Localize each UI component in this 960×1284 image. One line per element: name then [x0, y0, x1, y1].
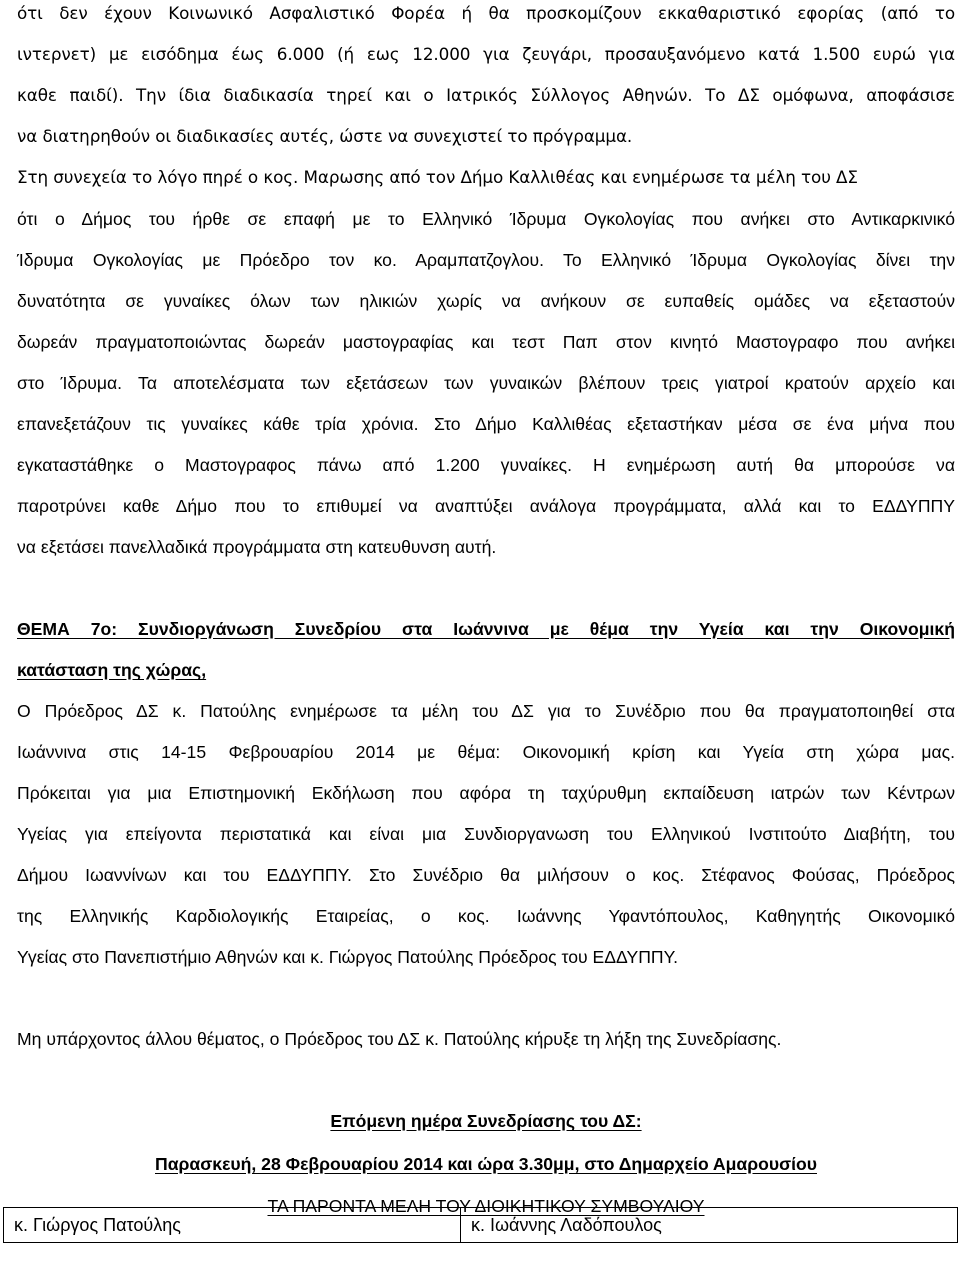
text-line: Ιωάννινα στις 14-15 Φεβρουαρίου 2014 με θέμα: Οικονομική κρίση και Υγεία στη χώρα μας.	[17, 742, 955, 762]
closing-statement: Μη υπάρχοντος άλλου θέματος, ο Πρόεδρος του ΔΣ κ. Πατούλης κήρυξε τη λήξη της Συνεδρίασης.	[17, 1029, 782, 1049]
text-line: Δήμου Ιωαννίνων και του ΕΔΔΥΠΠΥ. Στο Συνέδριο θα μιλήσουν ο κος. Στέφανος Φούσας, Πρόεδρος	[17, 865, 955, 885]
member-cell: κ. Γιώργος Πατούλης	[4, 1208, 461, 1242]
next-meeting-heading: Επόμενη ημέρα Συνεδρίασης του ΔΣ:	[330, 1111, 642, 1131]
text-line: επανεξετάζουν τις γυναίκες κάθε τρία χρόνια. Στο Δήμο Καλλιθέας εξεταστήκαν μέσα σε ένα μήνα που	[17, 414, 955, 434]
text-line: στο Ίδρυμα. Τα αποτελέσματα των εξετάσεων των γυναικών βλέπουν τρεις γιατροί κρατούν αρχείο και	[17, 373, 955, 393]
section-heading: κατάσταση της χώρας,	[17, 660, 207, 680]
text-line: παροτρύνει καθε Δήμο που το επιθυμεί να αναπτύξει ανάλογα προγράμματα, αλλά και το ΕΔΔΥΠΠΥ	[17, 496, 955, 516]
text-line: δυνατότητα σε γυναίκες όλων των ηλικιών χωρίς να ανήκουν σε ευπαθείς ομάδες να εξεταστούν	[17, 291, 955, 311]
text-line: να εξετάσει πανελλαδικά προγράμματα στη κατευθυνση αυτή.	[17, 537, 497, 557]
text-line: της Ελληνικής Καρδιολογικής Εταιρείας, ο κος. Ιωάννης Υφαντόπουλος, Καθηγητής Οικονομικό	[17, 906, 955, 926]
text-line: ότι δεν έχουν Κοινωνικό Ασφαλιστικό Φορέα ή θα προσκομίζουν εκκαθαριστικό εφορίας (από το	[17, 3, 955, 23]
text-line: ιντερνετ) με εισόδημα έως 6.000 (ή εως 12.000 για ζευγάρι, προσαυξανόμενο κατά 1.500 ευρώ για	[17, 44, 955, 64]
text-line: καθε παιδί). Την ίδια διαδικασία τηρεί και ο Ιατρικός Σύλλογος Αθηνών. Το ΔΣ ομόφωνα, αποφάσισε	[17, 85, 955, 105]
text-line: Ίδρυμα Ογκολογίας με Πρόεδρο τον κο. Αραμπατζογλου. Το Ελληνικό Ίδρυμα Ογκολογίας δίνει την	[17, 250, 955, 270]
members-heading: ΤΑ ΠΑΡΟΝΤΑ ΜΕΛΗ ΤΟΥ ΔΙΟΙΚΗΤΙΚΟΥ ΣΥΜΒΟΥΛΙΟΥ	[267, 1196, 705, 1216]
section-heading: ΘΕΜΑ 7ο: Συνδιοργάνωση Συνεδρίου στα Ιωάννινα με θέμα την Υγεία και την Οικονομική	[17, 619, 955, 639]
text-line: Ο Πρόεδρος ΔΣ κ. Πατούλης ενημέρωσε τα μέλη του ΔΣ για το Συνέδριο που θα πραγματοποιηθεί στα	[17, 701, 955, 721]
member-cell: κ. Ιωάννης Λαδόπουλος	[471, 1215, 662, 1235]
text-line: δωρεάν πραγματοποιώντας δωρεάν μαστογραφίας και τεστ Παπ στον κινητό Μαστογραφο που ανήκει	[17, 332, 955, 352]
text-line: εγκαταστάθηκε ο Μαστογραφος πάνω από 1.200 γυναίκες. Η ενημέρωση αυτή θα μπορούσε να	[17, 455, 955, 475]
text-line: Υγείας στο Πανεπιστήμιο Αθηνών και κ. Γιώργος Πατούλης Πρόεδρος του ΕΔΔΥΠΠΥ.	[17, 947, 678, 967]
text-line: Στη συνεχεία το λόγο πηρέ ο κος. Μαρωσης από τον Δήμο Καλλιθέας και ενημέρωσε τα μέλη του ΔΣ	[17, 167, 858, 187]
next-meeting-date: Παρασκευή, 28 Φεβρουαρίου 2014 και ώρα 3.30μμ, στο Δημαρχείο Αμαρουσίου	[155, 1154, 817, 1174]
text-line: ότι ο Δήμος του ήρθε σε επαφή με το Ελληνικό Ίδρυμα Ογκολογίας που ανήκει στο Αντικαρκινικό	[17, 209, 955, 229]
text-line: να διατηρηθούν οι διαδικασίες αυτές, ώστε να συνεχιστεί το πρόγραμμα.	[17, 126, 633, 146]
text-line: Πρόκειται για μια Επιστημονική Εκδήλωση που αφόρα τη ταχύρυθμη εκπαίδευση ιατρών των Κέντρων	[17, 783, 955, 803]
text-line: Υγείας για επείγοντα περιστατικά και είναι μια Συνδιοργανωση του Ελληνικού Ινστιτούτο Διαβήτη, του	[17, 824, 955, 844]
members-table	[3, 1207, 958, 1243]
